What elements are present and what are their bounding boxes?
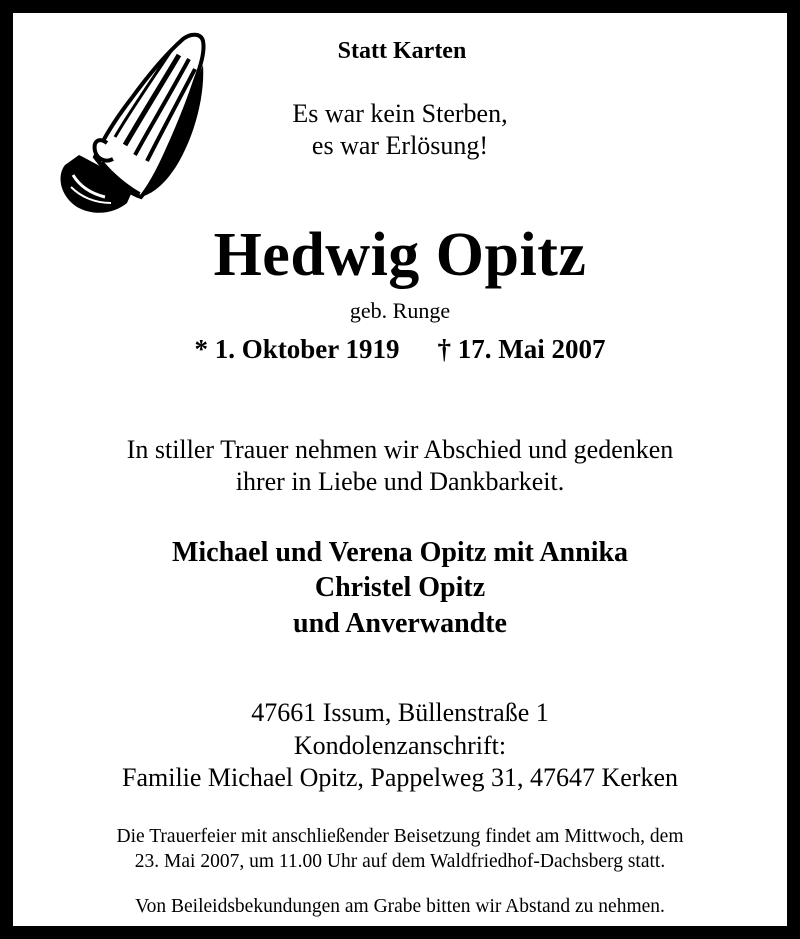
deceased-name: Hedwig Opitz <box>213 221 587 289</box>
funeral-info-line-2: 23. Mai 2007, um 11.00 Uhr auf dem Waldfriedhof-Dachsberg statt. <box>134 851 666 872</box>
motto-line-2: es war Erlösung! <box>311 131 489 160</box>
address-line-1: 47661 Issum, Büllenstraße 1 <box>251 698 549 727</box>
address-line-2: Kondolenzanschrift: <box>293 731 507 760</box>
family-line-2: Christel Opitz <box>314 572 486 603</box>
family-line-3: und Anverwandte <box>293 608 507 639</box>
family-line-1: Michael und Verena Opitz mit Annika <box>171 537 629 568</box>
funeral-info-line-1: Die Trauerfeier mit anschließender Beisetzung findet am Mittwoch, dem <box>116 826 684 847</box>
death-date: † 17. Mai 2007 <box>437 334 606 364</box>
motto-line-1: Es war kein Sterben, <box>292 99 508 128</box>
header-statt-karten: Statt Karten <box>337 38 467 64</box>
closing-note: Von Beileidsbekundungen am Grabe bitten wir Abstand zu nehmen. <box>135 896 665 917</box>
life-dates <box>0 334 800 365</box>
mourning-text-line-2: ihrer in Liebe und Dankbarkeit. <box>235 467 565 496</box>
birth-name: geb. Runge <box>349 298 451 323</box>
address-line-3: Familie Michael Opitz, Pappelweg 31, 47647 Kerken <box>122 763 678 792</box>
mourning-text-line-1: In stiller Trauer nehmen wir Abschied und gedenken <box>126 435 674 464</box>
birth-date: * 1. Oktober 1919 <box>194 334 400 364</box>
